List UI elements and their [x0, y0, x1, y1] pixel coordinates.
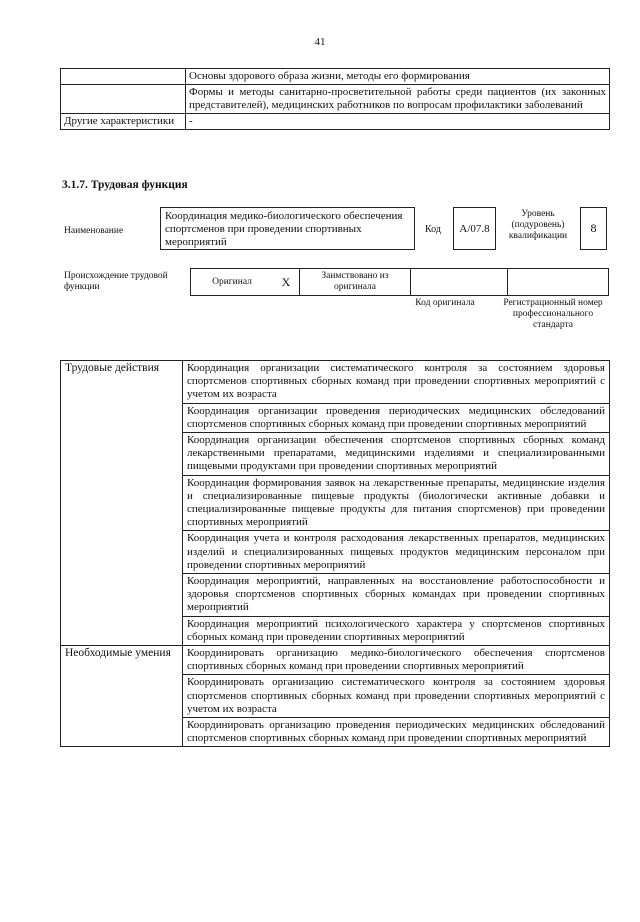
- code-original-caption: Код оригинала: [415, 298, 475, 308]
- other-characteristics-label: Другие характеристики: [61, 114, 186, 130]
- origin-label: Происхождение трудовой функции: [64, 271, 168, 292]
- table-row: [61, 114, 610, 130]
- level-value-box: 8: [580, 207, 607, 250]
- original-label: Оригинал: [191, 269, 274, 296]
- skill-item: Координировать организацию медико-биологического обеспечения спортсменов спортивных сборных команд при проведении спортивных мероприятий: [183, 646, 610, 675]
- skill-item: Координировать организацию проведения периодических медицинских обследований спортсменов спортивных сборных команд при проведении спортивных мероприятий: [183, 718, 610, 747]
- table-row: [61, 361, 610, 404]
- skill-item: Координировать организацию систематического контроля за состоянием здоровья спортсменов спортивных сборных команд при проведении спортивных мероприятий с учетом их возраста: [183, 675, 610, 718]
- table-row: [61, 646, 610, 675]
- labor-action-item: Координация организации проведения периодических медицинских обследований спортсменов спортивных сборных команд при проведении спортивных мероприятий: [183, 403, 610, 432]
- labor-action-item: Координация мероприятий психологического характера у спортсменов спортивных сборных команд при проведении спортивных мероприятий: [183, 616, 610, 645]
- page-number: 41: [314, 36, 326, 48]
- function-name-box: Координация медико-биологического обеспечения спортсменов при проведении спортивных мероприятий: [160, 207, 415, 250]
- labor-action-item: Координация учета и контроля расходования лекарственных препаратов, медицинских изделий и специализированных пищевых продуктов медицинским персоналом при проведении спортивных мероприятий: [183, 531, 610, 574]
- labor-action-item: Координация мероприятий, направленных на восстановление работоспособности и здоровья спортсменов спортивных сборных командах при проведении спортивных мероприятий: [183, 574, 610, 617]
- labor-action-item: Координация организации систематического контроля за состоянием здоровья спортсменов спортивных сборных команд при проведении спортивных мероприятий с учетом их возраста: [183, 361, 610, 404]
- level-label: Уровень (подуровень) квалификации: [508, 209, 568, 241]
- reg-number-cell: [508, 269, 609, 296]
- table-row: [191, 269, 609, 296]
- table-cell-text: Основы здорового образа жизни, методы его формирования: [186, 69, 610, 85]
- other-characteristics-value: -: [186, 114, 610, 130]
- original-mark: X: [273, 269, 300, 296]
- borrowed-label: Заимствовано из оригинала: [300, 269, 411, 296]
- continuation-table: [60, 68, 610, 130]
- labor-actions-label: Трудовые действия: [61, 361, 183, 646]
- section-title: 3.1.7. Трудовая функция: [62, 179, 188, 191]
- main-table: [60, 360, 610, 747]
- name-label: Наименование: [64, 226, 124, 236]
- code-value-box: А/07.8: [453, 207, 496, 250]
- skills-label: Необходимые умения: [61, 646, 183, 747]
- table-row: [61, 69, 610, 85]
- origin-table: [190, 268, 609, 296]
- table-cell-label: [61, 69, 186, 85]
- code-original-cell: [411, 269, 508, 296]
- labor-action-item: Координация формирования заявок на лекарственные препараты, медицинские изделия и специализированные пищевые продукты (биологически активные добавки и специализированные пищевые продукты для питания спортсменов) при проведении спортивных мероприятий: [183, 475, 610, 531]
- code-label: Код: [425, 224, 441, 235]
- table-cell-label: [61, 85, 186, 114]
- table-cell-text: Формы и методы санитарно-просветительной работы среди пациентов (их законных представителей), медицинских работников по вопросам профилактики заболеваний: [186, 85, 610, 114]
- reg-number-caption: Регистрационный номер профессионального стандарта: [503, 298, 603, 330]
- table-row: [61, 85, 610, 114]
- labor-action-item: Координация организации обеспечения спортсменов спортивных сборных команд лекарственными препаратами, медицинскими изделиями и специализированными пищевыми продуктами при проведении спортивных мероприятий: [183, 433, 610, 476]
